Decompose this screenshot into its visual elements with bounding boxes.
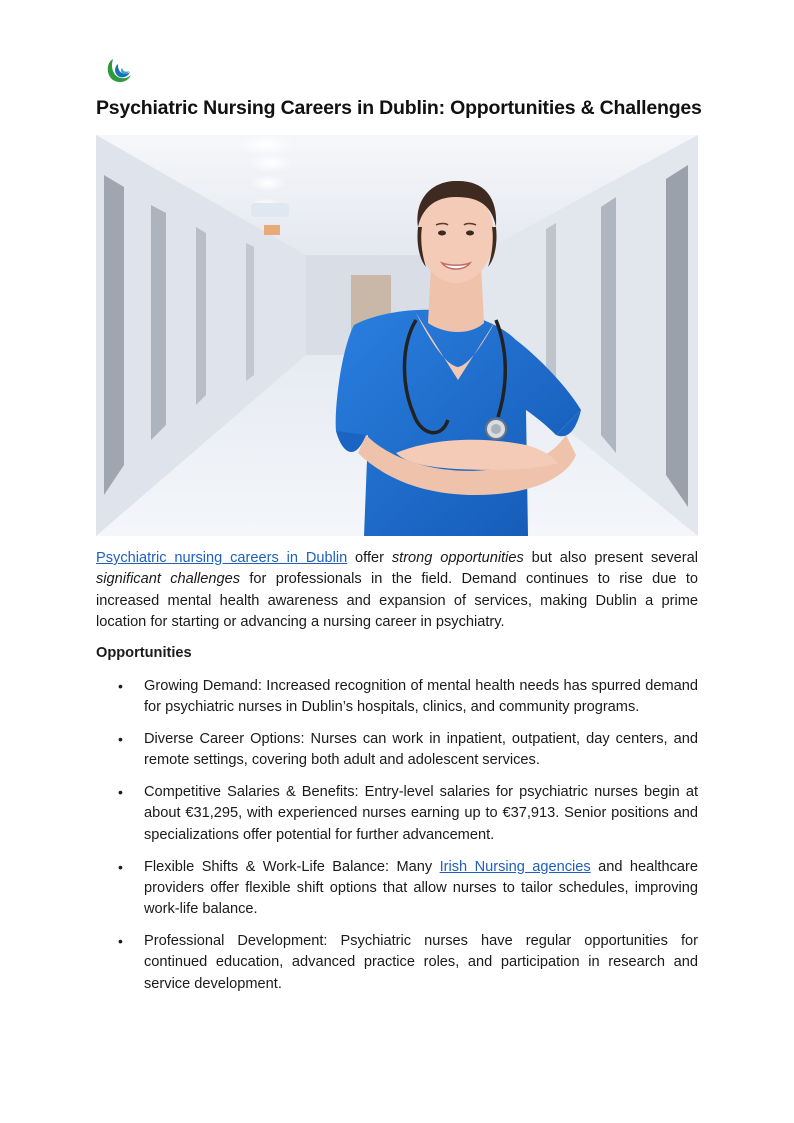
intro-text-1: offer [347,550,392,566]
bullet-icon: • [118,731,123,748]
bullet-icon: • [118,784,123,801]
intro-text-2: but also present several [523,550,698,566]
list-item-text-before: Flexible Shifts & Work-Life Balance: Many [144,858,440,875]
list-item [96,782,698,846]
page-title: Psychiatric Nursing Careers in Dublin: Opportunities & Challenges [96,97,702,119]
bullet-icon: • [118,858,123,875]
list-item [96,931,698,995]
list-item-text: Professional Development: Psychiatric nurses have regular opportunities for continued education, advanced practice roles, and participation in research and service development. [144,932,698,992]
hero-image [96,135,698,536]
list-item-text-after: and healthcare providers offer flexible shift options that allow nurses to tailor schedules, improving work-life balance. [144,858,698,918]
opportunities-list [96,676,698,1005]
irish-nursing-agencies-link[interactable]: Irish Nursing agencies [439,858,591,875]
opportunities-heading: Opportunities [96,645,192,661]
psychiatric-careers-link[interactable]: Psychiatric nursing careers in Dublin [96,550,348,566]
intro-paragraph [96,548,698,633]
crescent-logo-icon [104,55,134,85]
bullet-icon: • [118,678,123,694]
intro-text-3: for professionals in the field. Demand continues to rise due to increased mental health awareness and expansion of services, making Dublin a prime location for starting or advancing a nursing career in psychiatry. [96,571,698,630]
list-item [96,676,698,719]
list-item [96,729,698,772]
list-item-text: Growing Demand: Increased recognition of mental health needs has spurred demand for psychiatric nurses in Dublin’s hospitals, clinics, and community programs. [144,678,698,716]
list-item-text: Diverse Career Options: Nurses can work in inpatient, outpatient, day centers, and remote settings, covering both adult and adolescent services. [144,731,698,769]
list-item-text: Competitive Salaries & Benefits: Entry-level salaries for psychiatric nurses begin at about €31,295, with experienced nurses earning up to €37,913. Senior positions and specializations offer potential for further advancement. [144,784,698,843]
bullet-icon: • [118,932,123,949]
intro-emphasis-2: significant challenges [96,571,241,588]
list-item [96,857,698,921]
intro-emphasis-1: strong opportunities [391,550,524,566]
